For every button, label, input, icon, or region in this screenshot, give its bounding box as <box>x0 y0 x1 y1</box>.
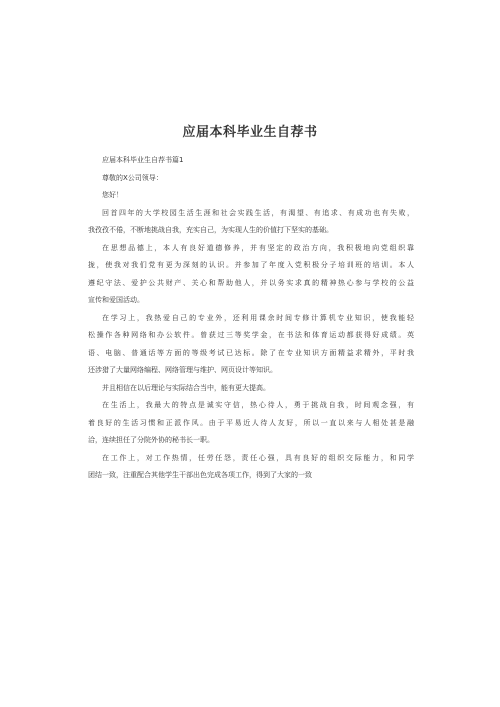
text-line: 团结一致，注重配合其他学生干部出色完成各项工作，得到了大家的一致 <box>88 471 312 479</box>
text-line: 宣传和爱国活动。 <box>88 296 144 304</box>
text-line: 在思想品德上，本人有良好道德修养，并有坚定的政治方向，我积极地向党组织靠 <box>102 243 414 252</box>
text-line: 应届本科毕业生自荐书篇1 <box>102 156 184 164</box>
text-line: 松操作各种网络和办公软件。曾获过三等奖学金，在书法和体育运动都获得好成绩。英 <box>88 331 414 339</box>
text-line: 遵纪守法、爱护公共财产、关心和帮助他人，并以务实求真的精神热心参与学校的公益 <box>88 278 414 287</box>
text-line: 还涉猎了大量网络编程、网络管理与维护、网页设计等知识。 <box>88 366 277 374</box>
document-title: 应届本科毕业生自荐书 <box>182 125 318 140</box>
text-line: 洽，连续担任了分院外协的秘书长一职。 <box>88 436 214 444</box>
text-line: 着良好的生活习惯和正派作风。由于平易近人待人友好，所以一直以来与人相处甚是融 <box>88 418 414 427</box>
text-line: 在生活上，我最大的特点是诚实守信，热心待人，勇于挑战自我，时间观念强，有 <box>102 401 414 409</box>
text-line: 在学习上，我热爱自己的专业外，还利用课余时间专修计算机专业知识，使我能轻 <box>102 313 414 322</box>
text-line: 在工作上，对工作热情，任劳任怨，责任心强，具有良好的组织交际能力，和同学 <box>102 453 414 462</box>
text-line: 我孜孜不倦，不断地挑战自我，充实自己，为实现人生的价值打下坚实的基础。 <box>88 226 333 234</box>
text-line: 语、电脑、普通话等方面的等级考试已达标。除了在专业知识方面精益求精外，平时我 <box>88 348 414 357</box>
text-line: 并且相信在以后理论与实际结合当中，能有更大提高。 <box>102 383 270 392</box>
text-line: 您好！ <box>102 191 123 199</box>
document-body <box>88 152 414 485</box>
text-line: 尊敬的X公司领导： <box>102 173 163 182</box>
text-line: 回首四年的大学校园生活生涯和社会实践生活，有渴望、有追求、有成功也有失败， <box>102 208 414 217</box>
text-line: 拢，使我对我们党有更为深刻的认识。并参加了年度入党积极分子培训班的培训。本人 <box>88 261 414 269</box>
